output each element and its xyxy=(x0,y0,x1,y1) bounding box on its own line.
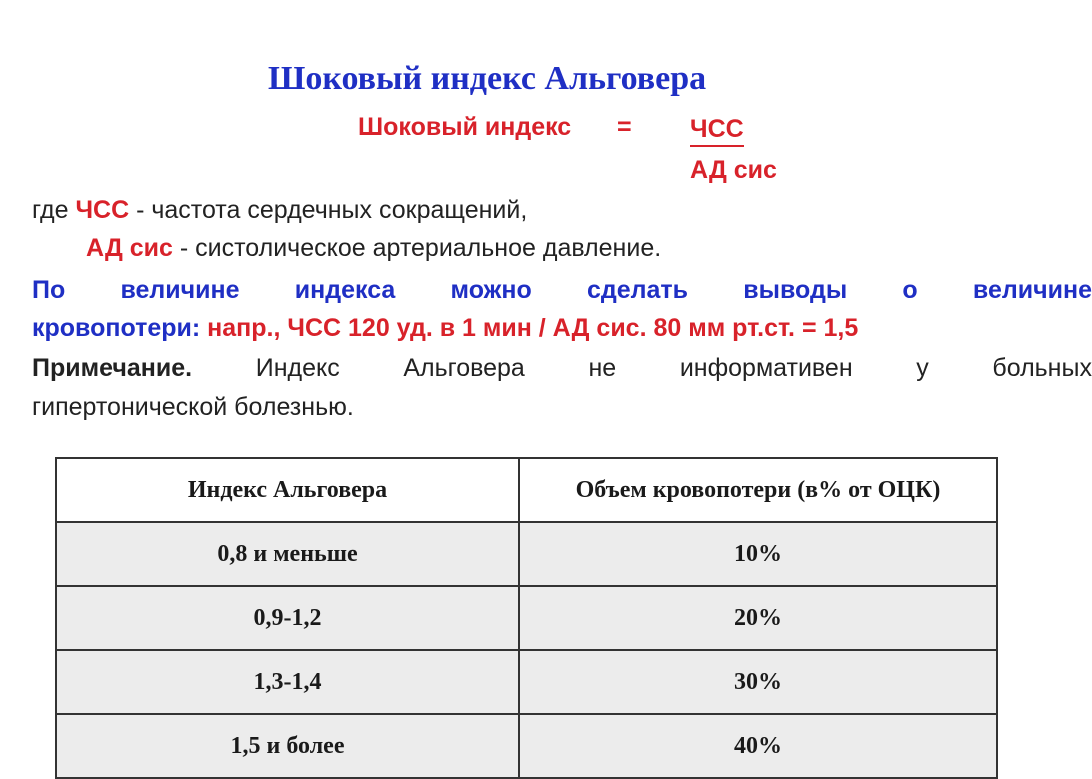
table-cell-index: 0,9-1,2 xyxy=(56,586,519,650)
conclusion-word: индекса xyxy=(294,276,396,304)
note-word: у xyxy=(916,354,929,382)
note-word: не xyxy=(588,354,617,382)
definition-bp xyxy=(86,234,661,263)
conclusion-word: можно xyxy=(450,276,532,304)
table-row xyxy=(56,714,997,778)
conclusion-word: выводы xyxy=(743,276,848,304)
conclusion-word: сделать xyxy=(586,276,689,304)
note-line-2: гипертонической болезнью. xyxy=(32,393,354,421)
formula-equals: = xyxy=(617,113,632,141)
note-word: информативен xyxy=(679,354,853,382)
conclusion-word: величине xyxy=(972,276,1092,304)
hr-text: - частота сердечных сокращений, xyxy=(129,196,528,224)
bp-term: АД сис xyxy=(86,234,173,262)
table-cell-blood-loss: 30% xyxy=(519,650,997,714)
table-header-blood-loss: Объем кровопотери (в% от ОЦК) xyxy=(519,458,997,522)
conclusion-line-2 xyxy=(32,314,858,343)
hr-term: ЧСС xyxy=(75,196,130,224)
conclusion-word: По xyxy=(32,276,66,304)
conclusion-word: величине xyxy=(120,276,240,304)
table-header-index: Индекс Альговера xyxy=(56,458,519,522)
table-cell-index: 1,3-1,4 xyxy=(56,650,519,714)
note-word: больных xyxy=(992,354,1092,382)
table-cell-blood-loss: 10% xyxy=(519,522,997,586)
table-row xyxy=(56,586,997,650)
bp-text: - систолическое артериальное давление. xyxy=(172,234,662,262)
table-cell-blood-loss: 20% xyxy=(519,586,997,650)
table-cell-blood-loss: 40% xyxy=(519,714,997,778)
table-cell-index: 1,5 и более xyxy=(56,714,519,778)
table-row xyxy=(56,650,997,714)
formula-left-side: Шоковый индекс xyxy=(358,113,572,141)
note-word: Альговера xyxy=(403,354,525,382)
conclusion-word: о xyxy=(902,276,918,304)
conclusion-line-1 xyxy=(32,276,1092,305)
algover-index-table xyxy=(55,457,998,779)
definition-hr xyxy=(32,196,527,225)
formula-denominator: АД сис xyxy=(690,156,777,184)
note-label: Примечание. xyxy=(32,354,193,382)
table-row xyxy=(56,522,997,586)
formula-numerator: ЧСС xyxy=(690,113,744,147)
table-cell-index: 0,8 и меньше xyxy=(56,522,519,586)
table-header-row xyxy=(56,458,997,522)
where-prefix: где xyxy=(32,196,69,224)
note-word: Индекс xyxy=(255,354,340,382)
blood-loss-term: кровопотери: xyxy=(32,314,201,342)
note-line-1 xyxy=(32,354,1092,383)
page-title: Шоковый индекс Альговера xyxy=(268,60,707,97)
example-calculation: напр., ЧСС 120 уд. в 1 мин / АД сис. 80 мм рт.ст. = 1,5 xyxy=(200,314,859,342)
